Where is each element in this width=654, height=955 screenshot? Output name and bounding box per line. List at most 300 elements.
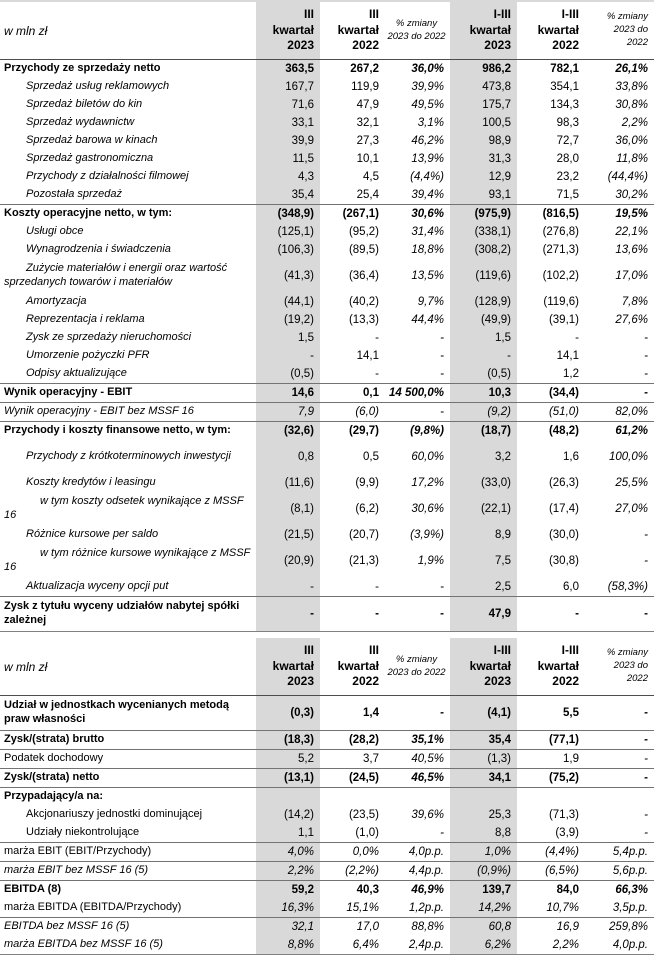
- cell-ytd-2022: 1,9: [563, 753, 579, 765]
- table-row: [0, 768, 654, 787]
- row-label: [0, 132, 256, 150]
- cell-ytd-2023: (49,9): [450, 311, 517, 329]
- cell-chg-ytd: 259,8%: [608, 921, 648, 933]
- table-header-row: [0, 638, 654, 696]
- cell-chg-q: -: [440, 608, 444, 620]
- column-header-line: kwartał: [469, 22, 511, 37]
- cell-q3-2022: (9,9): [355, 477, 379, 489]
- row-label-text: marża EBITDA (EBITDA/Przychody): [4, 901, 182, 914]
- column-header-ytd-2022: [517, 2, 585, 59]
- row-label-text: Aktualizacja wyceny opcji put: [26, 580, 169, 593]
- cell-chg-ytd: 7,8%: [621, 296, 648, 308]
- cell-ytd-2023: 8,8: [450, 824, 517, 842]
- cell-chg-q: -: [440, 827, 444, 839]
- row-label-text: Sprzedaż gastronomiczna: [26, 152, 154, 165]
- cell-q3-2022: 17,0: [356, 921, 379, 933]
- cell-q3-2022: 15,1%: [346, 902, 379, 914]
- cell-chg-ytd: 100,0%: [608, 451, 648, 463]
- cell-chg-q: 9,7%: [417, 296, 444, 308]
- cell-q3-2023: -: [256, 347, 320, 365]
- cell-ytd-2022: (6,5%): [545, 865, 579, 877]
- row-label: [0, 544, 256, 578]
- cell-ytd-2022: -: [575, 332, 579, 344]
- cell-ytd-2022: 23,2: [556, 171, 579, 183]
- row-label: [0, 422, 256, 440]
- cell-chg-q: (3,9%): [410, 529, 444, 541]
- row-label: [0, 918, 256, 936]
- cell-ytd-2023: 47,9: [450, 597, 517, 631]
- cell-q3-2023: 2,2%: [256, 862, 320, 880]
- row-label-text: Amortyzacja: [26, 295, 87, 308]
- cell-ytd-2023: 34,1: [450, 769, 517, 787]
- table-row: [0, 132, 654, 150]
- cell-chg-ytd: 30,2%: [615, 189, 648, 201]
- table-row: [0, 936, 654, 954]
- cell-ytd-2023: 12,9: [450, 168, 517, 186]
- cell-q3-2022: 1,4: [363, 707, 379, 719]
- row-label-text: Wynik operacyjny - EBIT: [4, 386, 133, 399]
- cell-ytd-2023: 175,7: [450, 96, 517, 114]
- column-header-q3-2022: [320, 2, 385, 59]
- table-row: [0, 842, 654, 861]
- cell-ytd-2022: (276,8): [542, 226, 579, 238]
- table-row: [0, 787, 654, 806]
- row-label: [0, 788, 256, 806]
- cell-q3-2022: -: [375, 608, 379, 620]
- cell-q3-2023: [256, 788, 320, 806]
- table-row: [0, 329, 654, 347]
- cell-ytd-2022: (119,6): [543, 296, 579, 308]
- row-label-text: Udział w jednostkach wycenianych metodą praw własności: [4, 699, 229, 725]
- table-block-quarterly-upper: [0, 2, 654, 632]
- table-row: [0, 150, 654, 168]
- cell-chg-ytd: 2,2%: [621, 117, 648, 129]
- cell-ytd-2023: 986,2: [450, 60, 517, 78]
- cell-q3-2023: 32,1: [256, 918, 320, 936]
- column-header-line: III: [303, 7, 314, 22]
- row-label-text: Koszty operacyjne netto, w tym:: [4, 207, 173, 220]
- cell-ytd-2023: 93,1: [450, 186, 517, 204]
- cell-q3-2022: (20,7): [348, 529, 379, 541]
- cell-chg-ytd: -: [644, 387, 648, 399]
- row-label-text: Sprzedaż wydawnictw: [26, 116, 135, 129]
- cell-q3-2023: 16,3%: [256, 899, 320, 917]
- cell-q3-2023: 1,5: [256, 329, 320, 347]
- table-row: [0, 730, 654, 749]
- cell-ytd-2023: (119,6): [450, 259, 517, 293]
- cell-ytd-2022: (271,3): [542, 244, 579, 256]
- column-header-chg-q: [385, 2, 450, 59]
- row-label-text: Reprezentacja i reklama: [26, 313, 145, 326]
- row-label: [0, 843, 256, 861]
- column-header-line: I-III: [493, 7, 511, 22]
- cell-q3-2023: -: [256, 597, 320, 631]
- column-header-line: 2022: [626, 36, 648, 48]
- column-header-line: I-III: [493, 643, 511, 658]
- cell-q3-2022: 4,5: [363, 171, 379, 183]
- cell-ytd-2023: (0,9%): [450, 862, 517, 880]
- row-label-text: Usługi obce: [26, 225, 84, 238]
- cell-ytd-2022: 1,2: [563, 368, 579, 380]
- column-header-line: 2023 do: [613, 660, 648, 672]
- cell-chg-q: 4,4p.p.: [408, 865, 444, 877]
- cell-chg-q: 39,4%: [411, 189, 444, 201]
- cell-chg-ytd: 82,0%: [615, 406, 648, 418]
- table-row: [0, 402, 654, 421]
- cell-chg-ytd: 5,4p.p.: [612, 846, 648, 858]
- cell-chg-q: 88,8%: [411, 921, 444, 933]
- cell-ytd-2022: (26,3): [548, 477, 579, 489]
- cell-q3-2023: (0,5): [256, 365, 320, 383]
- cell-q3-2023: 1,1: [256, 824, 320, 842]
- table-row: [0, 596, 654, 631]
- row-label-text: Zysk/(strata) brutto: [4, 733, 105, 746]
- row-label: [0, 492, 256, 526]
- cell-ytd-2022: (30,0): [548, 529, 579, 541]
- column-header-ytd-2022: [517, 638, 585, 695]
- cell-q3-2023: 5,2: [256, 750, 320, 768]
- cell-q3-2022: (28,2): [348, 734, 379, 746]
- cell-chg-q: -: [440, 406, 444, 418]
- cell-q3-2023: (106,3): [256, 241, 320, 259]
- cell-q3-2023: (41,3): [256, 259, 320, 293]
- cell-q3-2022: (21,3): [348, 555, 379, 567]
- cell-ytd-2022: (102,2): [542, 270, 579, 282]
- cell-q3-2023: (21,5): [256, 526, 320, 544]
- cell-ytd-2022: (39,1): [548, 314, 579, 326]
- column-header-line: 2022: [352, 38, 379, 53]
- table-row: [0, 544, 654, 578]
- cell-chg-ytd: 26,1%: [615, 63, 648, 75]
- row-label-text: Przychody z krótkoterminowych inwestycji: [26, 450, 231, 463]
- table-row: [0, 824, 654, 842]
- column-header-line: 2022: [552, 38, 579, 53]
- cell-chg-q: -: [440, 350, 444, 362]
- cell-q3-2022: 267,2: [350, 63, 379, 75]
- column-header-line: kwartał: [469, 658, 511, 673]
- column-header-line: kwartał: [272, 658, 314, 673]
- cell-q3-2022: (13,3): [348, 314, 379, 326]
- cell-q3-2022: 119,9: [351, 81, 379, 93]
- row-label: [0, 347, 256, 365]
- cell-ytd-2023: 100,5: [450, 114, 517, 132]
- cell-chg-q: 13,9%: [411, 153, 444, 165]
- cell-ytd-2022: [517, 788, 585, 806]
- column-header-ytd-2023: [450, 638, 517, 695]
- cell-ytd-2023: 1,0%: [450, 843, 517, 861]
- cell-q3-2023: 11,5: [256, 150, 320, 168]
- cell-chg-ytd: -: [644, 734, 648, 746]
- row-label: [0, 881, 256, 899]
- row-label-text: marża EBITDA bez MSSF 16 (5): [4, 938, 163, 951]
- cell-chg-q: 31,4%: [411, 226, 444, 238]
- table-row: [0, 526, 654, 544]
- cell-q3-2022: (40,2): [348, 296, 379, 308]
- table-row: [0, 440, 654, 474]
- cell-q3-2022: (23,5): [348, 809, 379, 821]
- cell-chg-q: 1,2p.p.: [408, 902, 444, 914]
- cell-ytd-2022: (51,0): [548, 406, 579, 418]
- table-row: [0, 60, 654, 78]
- cell-q3-2022: (24,5): [348, 772, 379, 784]
- cell-q3-2023: 0,8: [256, 440, 320, 474]
- column-header-line: kwartał: [537, 22, 579, 37]
- cell-q3-2023: 8,8%: [256, 936, 320, 954]
- table-row: [0, 365, 654, 383]
- cell-ytd-2023: (338,1): [450, 223, 517, 241]
- cell-chg-ytd: -: [644, 608, 648, 620]
- table-row: [0, 421, 654, 440]
- column-header-line: 2023 do 2022: [387, 30, 446, 42]
- cell-chg-ytd: 25,5%: [615, 477, 648, 489]
- column-header-line: III: [368, 7, 379, 22]
- row-label: [0, 329, 256, 347]
- row-label: [0, 474, 256, 492]
- row-label: [0, 696, 256, 730]
- cell-chg-ytd: -: [644, 809, 648, 821]
- column-header-line: III: [303, 643, 314, 658]
- row-label-text: Umorzenie pożyczki PFR: [26, 349, 150, 362]
- cell-ytd-2023: (308,2): [450, 241, 517, 259]
- row-label-text: EBITDA bez MSSF 16 (5): [4, 920, 130, 933]
- cell-chg-q: 46,9%: [411, 884, 444, 896]
- cell-q3-2023: (14,2): [256, 806, 320, 824]
- row-label-text: Zysk/(strata) netto: [4, 771, 100, 784]
- cell-ytd-2023: 25,3: [450, 806, 517, 824]
- cell-q3-2023: 4,0%: [256, 843, 320, 861]
- column-header-line: % zmiany: [395, 17, 438, 29]
- cell-chg-ytd: 22,1%: [615, 226, 648, 238]
- row-label-text: w tym koszty odsetek wynikające z MSSF 16: [4, 495, 244, 521]
- cell-q3-2022: -: [375, 581, 379, 593]
- cell-chg-q: 36,0%: [411, 63, 444, 75]
- table-row: [0, 917, 654, 936]
- cell-chg-q: 39,9%: [411, 81, 444, 93]
- unit-label: w mln zł: [4, 659, 48, 674]
- row-label: [0, 769, 256, 787]
- cell-q3-2022: 25,4: [356, 189, 379, 201]
- row-label-text: Sprzedaż barowa w kinach: [26, 134, 158, 147]
- cell-chg-q: 18,8%: [411, 244, 444, 256]
- cell-chg-ytd: -: [644, 772, 648, 784]
- cell-ytd-2022: 134,3: [550, 99, 579, 111]
- cell-chg-ytd: (44,4%): [607, 171, 648, 183]
- cell-ytd-2023: 3,2: [450, 440, 517, 474]
- cell-chg-ytd: 13,6%: [615, 244, 648, 256]
- cell-chg-q: 30,6%: [411, 503, 444, 515]
- cell-chg-ytd: 3,5p.p.: [612, 902, 648, 914]
- cell-chg-q: 14 500,0%: [389, 387, 444, 399]
- column-header-line: kwartał: [337, 22, 379, 37]
- table-row: [0, 96, 654, 114]
- cell-chg-q: 35,1%: [411, 734, 444, 746]
- cell-chg-ytd: [585, 788, 654, 806]
- row-label-text: Wynik operacyjny - EBIT bez MSSF 16: [4, 405, 194, 418]
- cell-chg-ytd: 66,3%: [615, 884, 648, 896]
- table-row: [0, 347, 654, 365]
- cell-ytd-2022: (34,4): [548, 387, 579, 399]
- row-label-text: Przychody z działalności filmowej: [26, 170, 189, 183]
- cell-q3-2022: 3,7: [363, 753, 379, 765]
- row-label-text: Akcjonariuszy jednostki dominującej: [26, 808, 203, 821]
- row-label: [0, 223, 256, 241]
- table-row: [0, 899, 654, 917]
- row-label-text: Sprzedaż usług reklamowych: [26, 80, 170, 93]
- row-label: [0, 597, 256, 631]
- table-row: [0, 168, 654, 186]
- cell-q3-2022: (1,0): [355, 827, 379, 839]
- row-label: [0, 384, 256, 402]
- cell-q3-2022: (89,5): [348, 244, 379, 256]
- column-header-chg-q: [385, 638, 450, 695]
- cell-chg-q: 49,5%: [411, 99, 444, 111]
- cell-q3-2023: 59,2: [256, 881, 320, 899]
- cell-chg-q: -: [440, 707, 444, 719]
- column-header-line: III: [368, 643, 379, 658]
- cell-chg-q: 2,4p.p.: [408, 939, 444, 951]
- table-row: [0, 492, 654, 526]
- cell-ytd-2023: 8,9: [450, 526, 517, 544]
- cell-chg-q: 39,6%: [411, 809, 444, 821]
- row-label-text: Odpisy aktualizujące: [26, 367, 127, 380]
- cell-chg-ytd: 5,6p.p.: [612, 865, 648, 877]
- column-header-line: 2023: [287, 38, 314, 53]
- cell-chg-q: [385, 788, 450, 806]
- cell-ytd-2023: (128,9): [450, 293, 517, 311]
- cell-ytd-2023: 14,2%: [450, 899, 517, 917]
- cell-chg-ytd: 27,0%: [615, 503, 648, 515]
- row-label-text: Różnice kursowe per saldo: [26, 528, 159, 541]
- row-label: [0, 168, 256, 186]
- cell-q3-2022: (95,2): [348, 226, 379, 238]
- row-label: [0, 241, 256, 259]
- cell-chg-ytd: -: [644, 368, 648, 380]
- cell-q3-2022: (6,0): [355, 406, 379, 418]
- row-label-text: marża EBIT (EBIT/Przychody): [4, 845, 152, 858]
- cell-chg-q: 4,0p.p.: [408, 846, 444, 858]
- cell-ytd-2023: -: [450, 347, 517, 365]
- cell-ytd-2023: 1,5: [450, 329, 517, 347]
- cell-chg-q: -: [440, 581, 444, 593]
- column-header-line: 2022: [352, 674, 379, 689]
- row-label-text: Sprzedaż biletów do kin: [26, 98, 143, 111]
- row-label-text: Koszty kredytów i leasingu: [26, 476, 156, 489]
- cell-q3-2023: 35,4: [256, 186, 320, 204]
- cell-q3-2022: (2,2%): [345, 865, 379, 877]
- cell-ytd-2022: (3,9): [555, 827, 579, 839]
- cell-ytd-2022: (77,1): [548, 734, 579, 746]
- cell-chg-q: 17,2%: [411, 477, 444, 489]
- cell-ytd-2022: 28,0: [556, 153, 579, 165]
- cell-chg-ytd: -: [644, 332, 648, 344]
- cell-ytd-2022: 10,7%: [546, 902, 579, 914]
- cell-chg-q: 46,5%: [411, 772, 444, 784]
- cell-chg-ytd: -: [644, 350, 648, 362]
- row-label-text: Udziały niekontrolujące: [26, 826, 140, 839]
- cell-chg-ytd: 36,0%: [615, 135, 648, 147]
- column-header-line: 2022: [626, 672, 648, 684]
- table-row: [0, 383, 654, 402]
- row-label-text: Podatek dochodowy: [4, 752, 104, 765]
- cell-chg-q: 46,2%: [411, 135, 444, 147]
- cell-q3-2023: (18,3): [256, 731, 320, 749]
- row-label: [0, 824, 256, 842]
- cell-q3-2022: 40,3: [356, 884, 379, 896]
- table-row: [0, 474, 654, 492]
- row-label: [0, 440, 256, 474]
- row-label: [0, 731, 256, 749]
- cell-q3-2023: (0,3): [256, 696, 320, 730]
- cell-chg-ytd: (58,3%): [607, 581, 648, 593]
- cell-chg-q: 3,1%: [417, 117, 444, 129]
- column-header-line: 2023 do 2022: [387, 666, 446, 678]
- cell-ytd-2023: 7,5: [450, 544, 517, 578]
- cell-ytd-2023: 139,7: [450, 881, 517, 899]
- cell-ytd-2022: 5,5: [563, 707, 579, 719]
- column-header-line: % zmiany: [395, 653, 438, 665]
- cell-ytd-2023: 10,3: [450, 384, 517, 402]
- cell-q3-2023: 4,3: [256, 168, 320, 186]
- cell-q3-2022: 0,0%: [352, 846, 379, 858]
- cell-ytd-2022: 354,1: [550, 81, 579, 93]
- cell-ytd-2023: 2,5: [450, 578, 517, 596]
- cell-ytd-2023: (975,9): [450, 205, 517, 223]
- table-row: [0, 696, 654, 730]
- cell-ytd-2023: (0,5): [450, 365, 517, 383]
- cell-ytd-2022: 72,7: [556, 135, 579, 147]
- column-header-line: 2023: [484, 674, 511, 689]
- column-header-q3-2023: [256, 2, 320, 59]
- cell-chg-ytd: 33,8%: [615, 81, 648, 93]
- row-label: [0, 259, 256, 293]
- table-header-row: [0, 2, 654, 60]
- table-row: [0, 204, 654, 223]
- unit-label: w mln zł: [4, 23, 48, 38]
- cell-chg-ytd: 11,8%: [616, 153, 648, 165]
- cell-ytd-2022: (48,2): [548, 425, 579, 437]
- cell-ytd-2022: 71,5: [556, 189, 579, 201]
- table-block-quarterly-lower: [0, 638, 654, 955]
- table-row: [0, 861, 654, 880]
- table-row: [0, 241, 654, 259]
- row-label-text: w tym różnice kursowe wynikające z MSSF 16: [4, 547, 251, 573]
- column-header-line: % zmiany: [606, 647, 648, 659]
- row-label: [0, 311, 256, 329]
- cell-ytd-2023: 31,3: [450, 150, 517, 168]
- cell-ytd-2022: 2,2%: [552, 939, 579, 951]
- row-label: [0, 862, 256, 880]
- cell-q3-2022: 0,1: [363, 387, 379, 399]
- cell-chg-ytd: -: [644, 753, 648, 765]
- row-label-text: Przypadający/a na:: [4, 790, 104, 803]
- column-header-ytd-2023: [450, 2, 517, 59]
- row-label: [0, 205, 256, 223]
- cell-ytd-2022: (4,4%): [545, 846, 579, 858]
- cell-chg-ytd: 27,6%: [615, 314, 648, 326]
- table-row: [0, 259, 654, 293]
- table-row: [0, 186, 654, 204]
- cell-ytd-2022: -: [575, 608, 579, 620]
- row-label: [0, 60, 256, 78]
- cell-ytd-2022: (17,4): [548, 503, 579, 515]
- cell-ytd-2023: (22,1): [450, 492, 517, 526]
- cell-chg-ytd: -: [644, 529, 648, 541]
- cell-q3-2023: 71,6: [256, 96, 320, 114]
- cell-chg-q: 30,6%: [411, 208, 444, 220]
- cell-chg-ytd: 19,5%: [615, 208, 648, 220]
- cell-q3-2023: (20,9): [256, 544, 320, 578]
- column-header-chg-ytd: [585, 638, 654, 695]
